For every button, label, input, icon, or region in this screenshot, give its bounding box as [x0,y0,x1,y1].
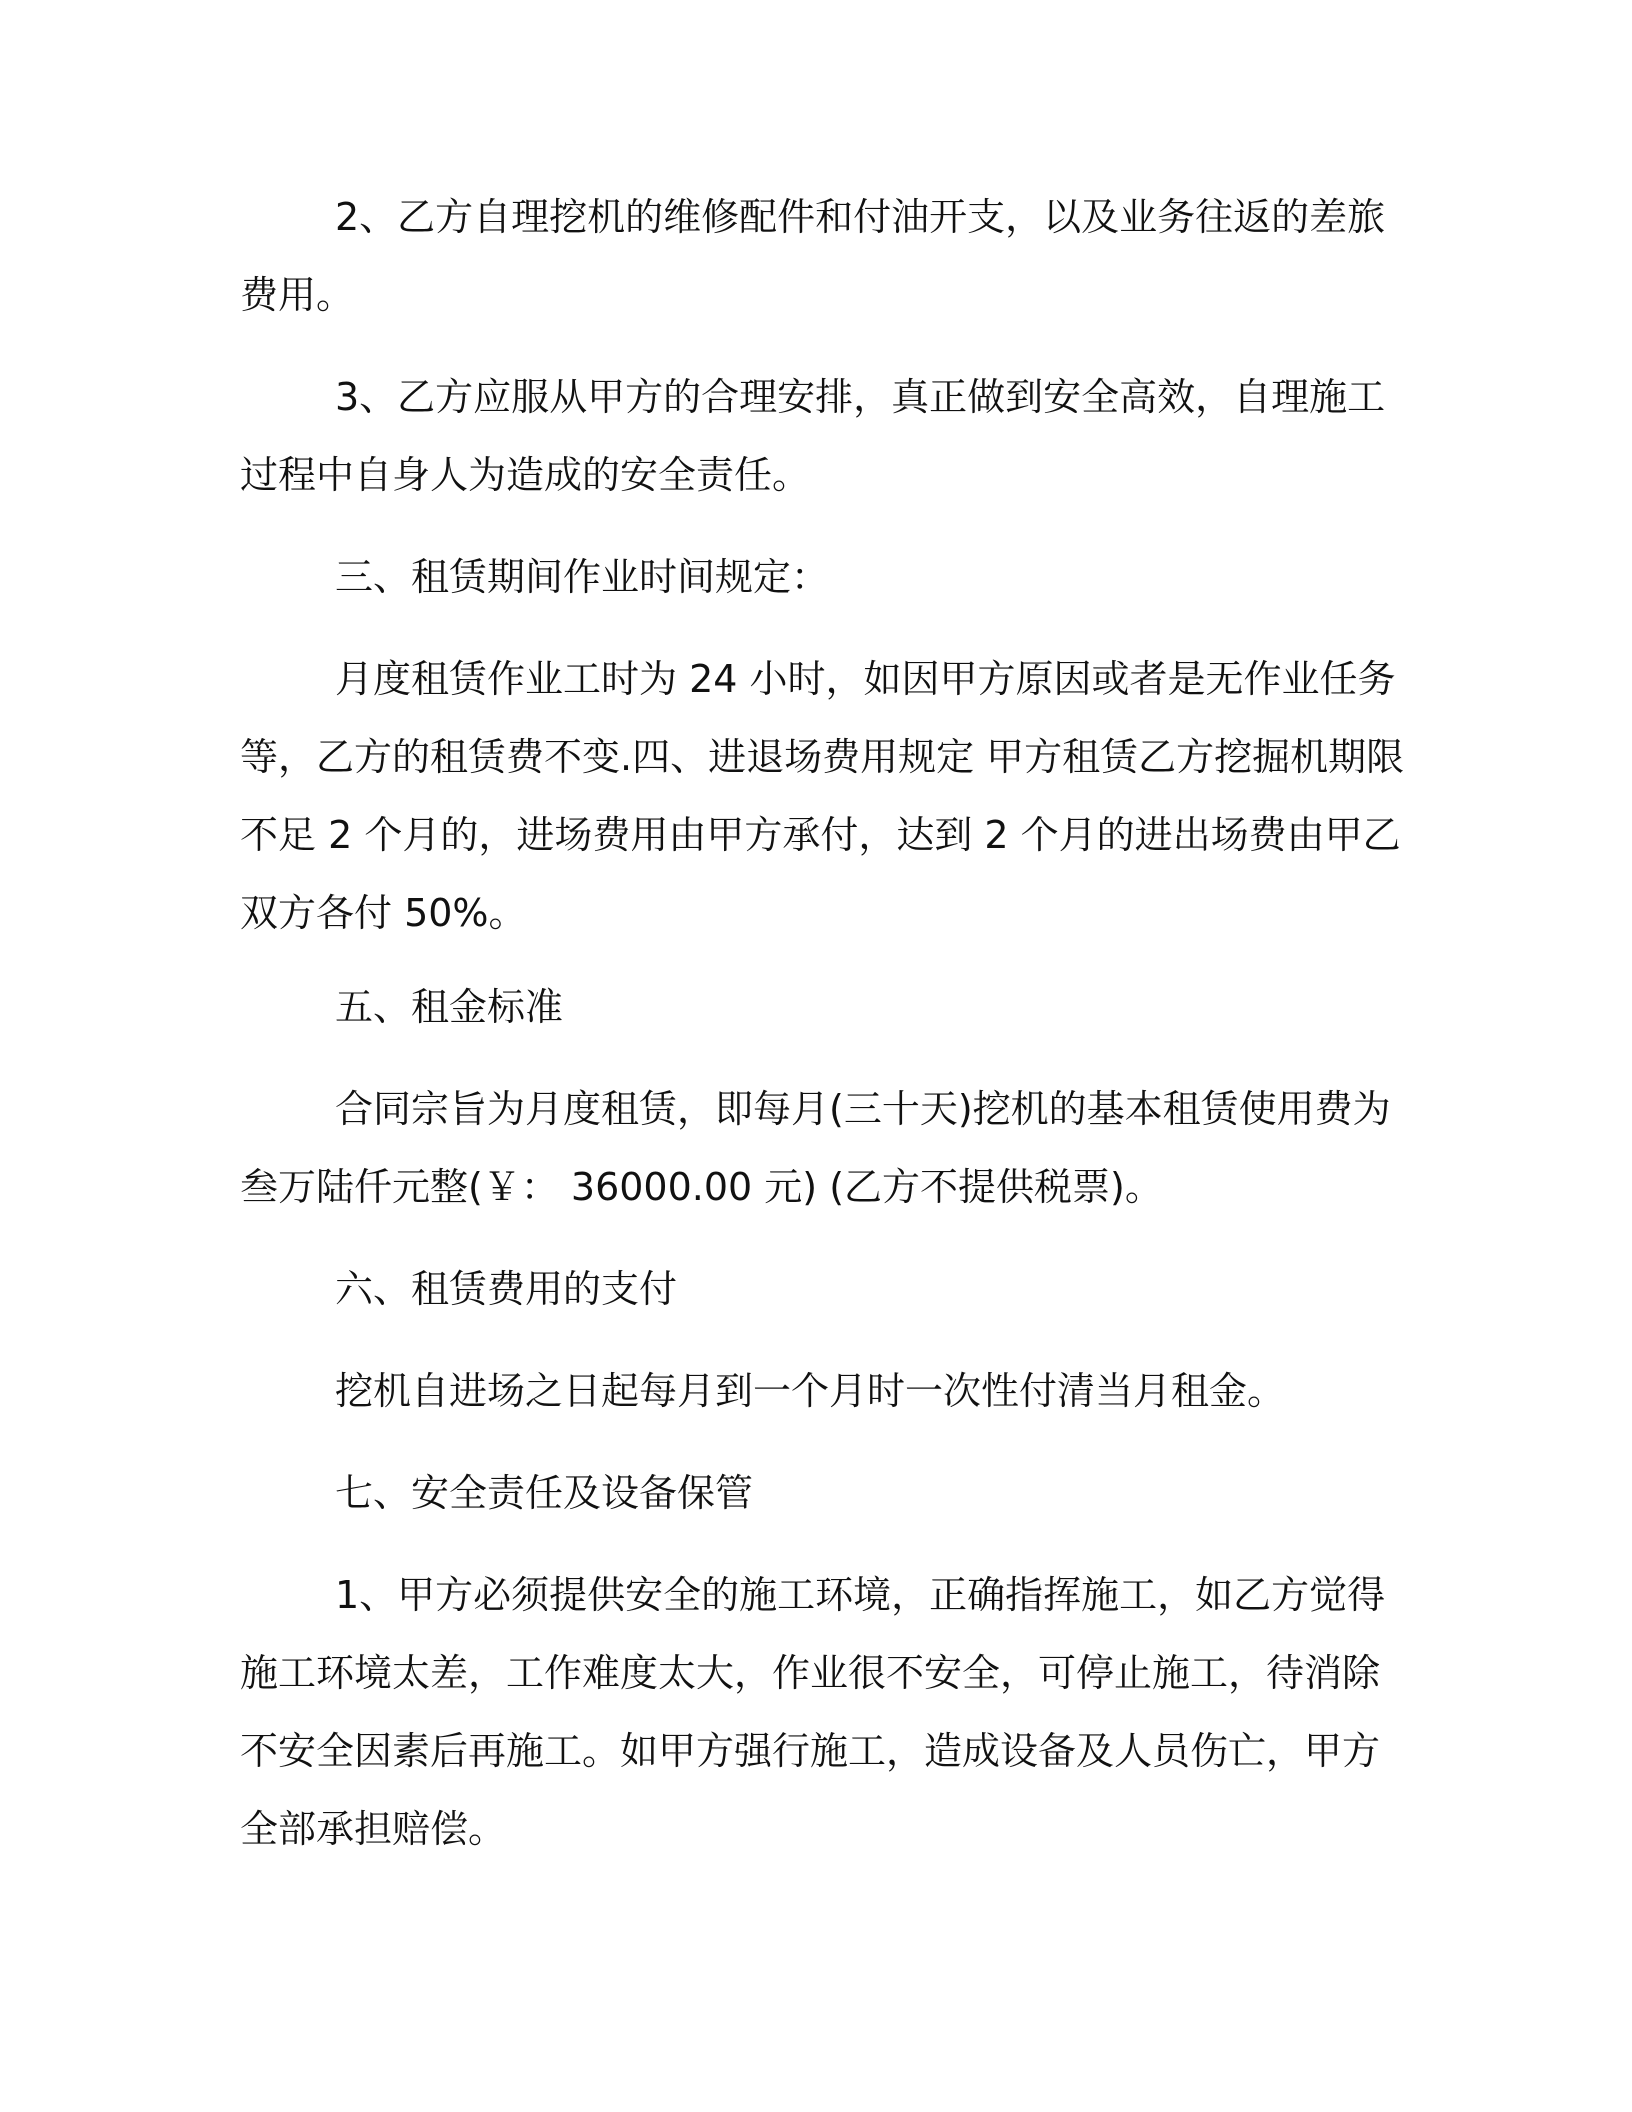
paragraph-work-time [240,640,1405,952]
text-line: 费用。 [240,273,355,317]
text-line: 3、乙方应服从甲方的合理安排，真正做到安全高效，自理施工 [335,375,1386,419]
section-heading-payment [240,1250,1380,1328]
section-heading-safety [240,1454,1380,1532]
paragraph-rent-standard [240,1070,1391,1226]
text-line: 1、甲方必须提供安全的施工环境，正确指挥施工，如乙方觉得 [335,1573,1386,1617]
section-heading-work-time [240,538,1380,616]
section-heading-text: 六、租赁费用的支付 [335,1267,678,1311]
paragraph-payment [240,1352,1380,1430]
text-line: 月度租赁作业工时为 24 小时，如因甲方原因或者是无作业任务 [335,657,1396,701]
text-line: 不足 2 个月的，进场费用由甲方承付，达到 2 个月的进出场费由甲乙 [240,813,1401,857]
text-line: 不安全因素后再施工。如甲方强行施工，造成设备及人员伤亡，甲方 [240,1729,1381,1773]
section-heading-text: 五、租金标准 [335,985,564,1029]
paragraph-safety-item-1 [240,1556,1386,1868]
section-heading-rent-standard [240,968,1380,1046]
text-line: 全部承担赔偿。 [240,1807,507,1851]
paragraph-item-2 [240,178,1386,334]
section-heading-text: 七、安全责任及设备保管 [335,1471,754,1515]
section-heading-text: 三、租赁期间作业时间规定： [335,555,830,599]
text-line: 合同宗旨为月度租赁，即每月(三十天)挖机的基本租赁使用费为 [335,1087,1391,1131]
text-line: 过程中自身人为造成的安全责任。 [240,453,811,497]
text-line: 双方各付 50%。 [240,891,527,935]
paragraph-item-3 [240,358,1386,514]
text-line: 施工环境太差，工作难度太大，作业很不安全，可停止施工，待消除 [240,1651,1381,1695]
text-line: 等，乙方的租赁费不变.四、进退场费用规定 甲方租赁乙方挖掘机期限 [240,735,1405,779]
text-line: 2、乙方自理挖机的维修配件和付油开支，以及业务往返的差旅 [335,195,1386,239]
text-line: 叁万陆仟元整(￥： 36000.00 元) (乙方不提供税票)。 [240,1165,1163,1209]
text-line: 挖机自进场之日起每月到一个月时一次性付清当月租金。 [335,1369,1286,1413]
